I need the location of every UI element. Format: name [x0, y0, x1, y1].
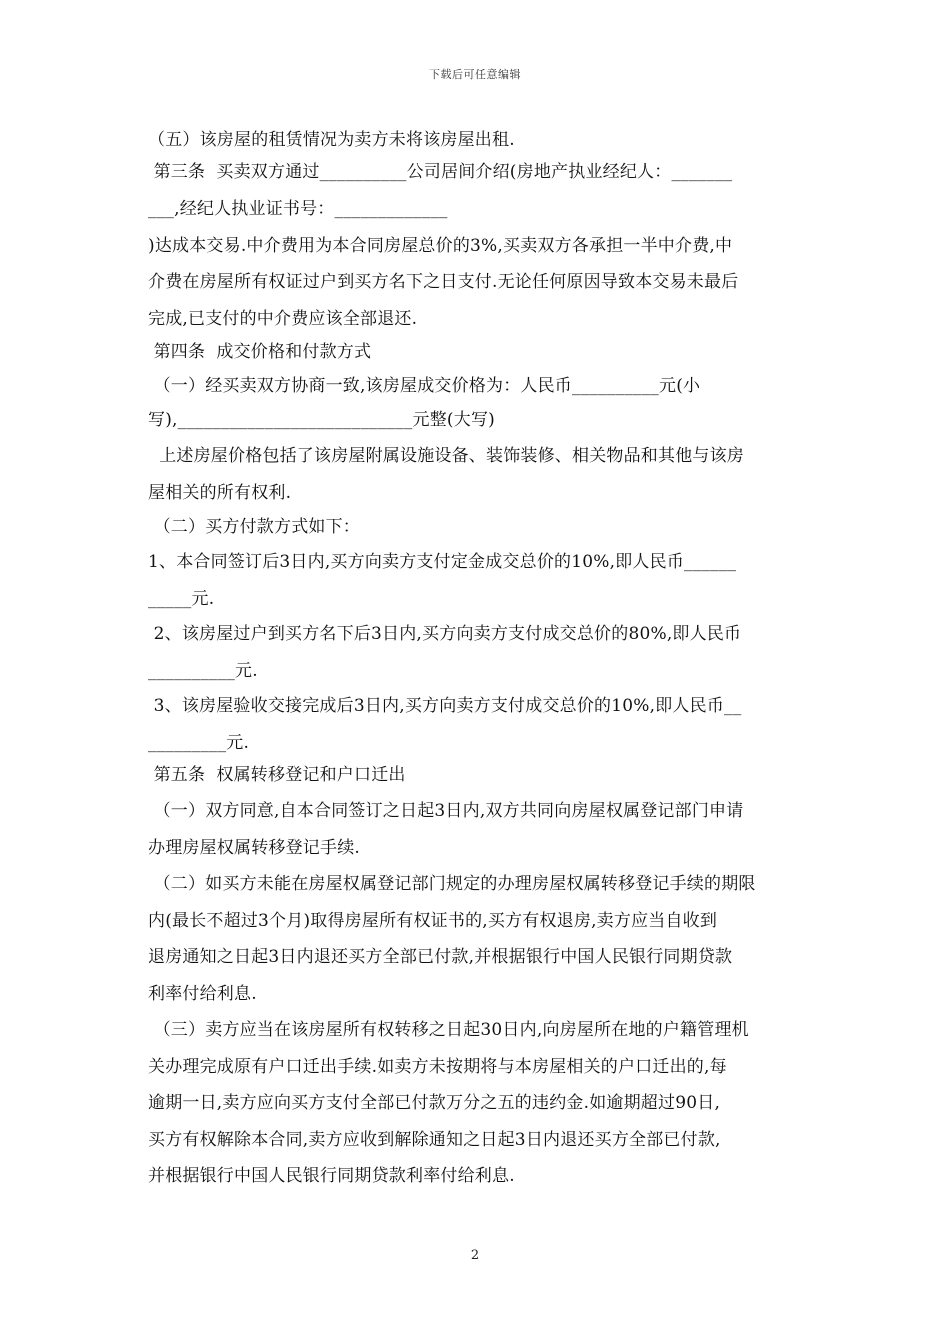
text-line: 2、该房屋过户到买方名下后3日内,买方向卖方支付成交总价的80%,即人民币	[148, 624, 742, 644]
text-line: 第五条 权属转移登记和户口迁出	[148, 765, 406, 785]
text-line: 逾期一日,卖方应向买方支付全部已付款万分之五的违约金.如逾期超过90日,	[148, 1093, 721, 1113]
text-line: （三）卖方应当在该房屋所有权转移之日起30日内,向房屋所在地的户籍管理机	[148, 1020, 749, 1040]
text-line: （一）经买卖双方协商一致,该房屋成交价格为：人民币__________元(小	[148, 376, 701, 396]
text-line: 第三条 买卖双方通过__________公司居间介绍(房地产执业经纪人：_______	[148, 162, 733, 182]
text-line: )达成本交易.中介费用为本合同房屋总价的3%,买卖双方各承担一半中介费,中	[148, 236, 733, 256]
text-line: 写),___________________________元整(大写)	[148, 410, 496, 430]
page-number: 2	[470, 1248, 480, 1263]
text-line: 完成,已支付的中介费应该全部退还.	[148, 309, 418, 329]
text-line: __________元.	[148, 661, 258, 681]
text-line: 买方有权解除本合同,卖方应收到解除通知之日起3日内退还买方全部已付款,	[148, 1130, 721, 1150]
text-line: （二）如买方未能在房屋权属登记部门规定的办理房屋权属转移登记手续的期限	[148, 874, 756, 894]
text-line: 利率付给利息.	[148, 984, 257, 1004]
text-line: 关办理完成原有户口迁出手续.如卖方未按期将与本房屋相关的户口迁出的,每	[148, 1057, 727, 1077]
text-line: 第四条 成交价格和付款方式	[148, 342, 372, 362]
page-header: 下载后可任意编辑	[429, 68, 521, 81]
text-line: 内(最长不超过3个月)取得房屋所有权证书的,买方有权退房,卖方应当自收到	[148, 911, 718, 931]
text-line: 退房通知之日起3日内退还买方全部已付款,并根据银行中国人民银行同期贷款	[148, 947, 733, 967]
text-line: （五）该房屋的租赁情况为卖方未将该房屋出租.	[148, 130, 515, 150]
text-line: （二）买方付款方式如下：	[148, 517, 361, 537]
text-line: 介费在房屋所有权证过户到买方名下之日支付.无论任何原因导致本交易未最后	[148, 272, 739, 292]
text-line: （一）双方同意,自本合同签订之日起3日内,双方共同向房屋权属登记部门申请	[148, 801, 744, 821]
text-line: ___,经纪人执业证书号：_____________	[148, 199, 448, 219]
text-line: 办理房屋权属转移登记手续.	[148, 838, 361, 858]
text-line: 3、该房屋验收交接完成后3日内,买方向卖方支付成交总价的10%,即人民币__	[148, 696, 742, 716]
text-line: _____元.	[148, 589, 215, 609]
text-line: 屋相关的所有权利.	[148, 483, 292, 503]
text-line: _________元.	[148, 733, 250, 753]
text-line: 并根据银行中国人民银行同期贷款利率付给利息.	[148, 1166, 515, 1186]
text-line: 上述房屋价格包括了该房屋附属设施设备、装饰装修、相关物品和其他与该房	[148, 446, 745, 466]
text-line: 1、本合同签订后3日内,买方向卖方支付定金成交总价的10%,即人民币______	[148, 552, 737, 572]
